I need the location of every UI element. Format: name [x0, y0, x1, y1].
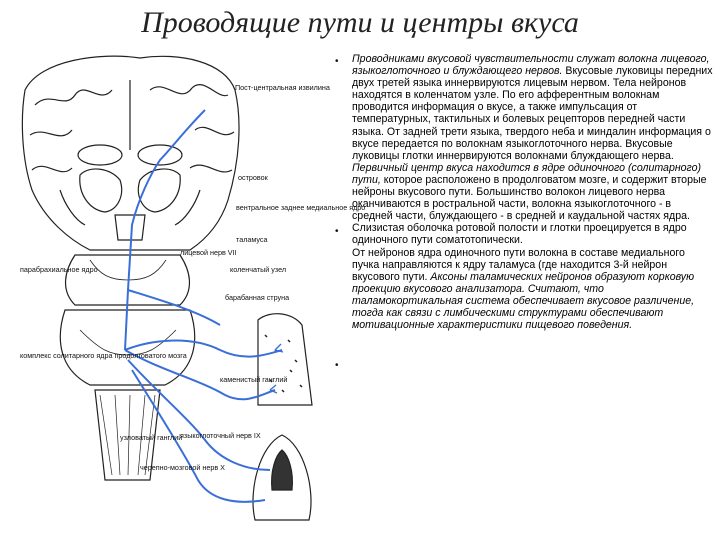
label-solitary-complex: комплекс солитарного ядра продолговатого мозга — [20, 351, 187, 360]
page-title: Проводящие пути и центры вкуса — [141, 6, 579, 39]
label-petrosal-ganglion: каменистый ганглий — [220, 375, 288, 384]
label-parabrachial-nucleus: парабрахиальное ядро — [20, 265, 98, 274]
label-facial-nerve: лицевой нерв VII — [180, 248, 237, 257]
label-chorda-tympani: барабанная струна — [225, 293, 290, 302]
paragraph-2-italic: Первичный центр вкуса находится в ядре одиночного (солитарного) пути, — [352, 161, 702, 186]
label-geniculate-ganglion: коленчатый узел — [230, 265, 287, 274]
paragraph-2 — [352, 162, 714, 247]
bullet-1: • — [335, 56, 339, 67]
label-glossopharyngeal-nerve: языкоглоточный нерв IX — [180, 431, 261, 440]
pharynx — [253, 435, 311, 520]
paragraph-1 — [352, 53, 714, 162]
bullet-2: • — [335, 226, 339, 237]
paragraph-3-italic: Аксоны таламических нейронов образуют корковую проекцию вкусового анализатора. Считают, что таламокортикальная система обеспечивает вкусовое различение, тогда как связи с лимбическими структурами обеспечивают мотивационные характеристики пищевого поведения. — [352, 270, 695, 332]
taste-pathway-illustration — [20, 50, 366, 525]
label-vpm-nucleus: вентральное заднее медиальное ядро — [236, 203, 366, 212]
tongue — [258, 314, 312, 405]
figure-labels — [20, 83, 365, 472]
label-vagus-nerve: черепно-мозговой нерв X — [140, 463, 225, 472]
brain-section — [22, 56, 239, 250]
label-nodose-ganglion: узловатый ганглий — [120, 433, 183, 442]
label-insula: островок — [238, 173, 268, 182]
label-thalamus: таламуса — [236, 235, 268, 244]
bullet-3: • — [335, 360, 339, 371]
paragraph-1-normal: Вкусовые луковицы передних двух третей языка иннервируются лицевым нервом. Тела нейронов находятся в коленчатом узле. По его афферентным волокнам проводится информация о вкусе, а также импульсация от температурных, тактильных и болевых рецепторов передней части языка. От задней трети языка, твердого неба и миндалин информация о вкусе передается по волокнам языкоглоточного нерва. Вкусовые луковицы глотки иннервируются волокнами блуждающего нерва. — [352, 65, 713, 162]
paragraph-3 — [352, 247, 714, 332]
paragraph-3-normal: От нейронов ядра одиночного пути волокна в составе медиального пучка направляются к ядру таламуса (где находится 3-й нейрон вкусового пути. — [352, 246, 685, 283]
label-postcentral-gyrus: Пост-центральная извилина — [235, 83, 330, 92]
paragraph-2-normal: которое расположено в продолговатом мозге, и содержит вторые нейроны вкусового пути. Большинство волокон лицевого нерва оканчиваются в ростральной части, волокна языкоглоточного - в средней части, блуждающего - в средней и каудальной частях ядра. Слизистая оболочка ротовой полости и глотки проецируется в ядро одиночного пути соматотопически. — [352, 173, 707, 247]
paragraph-1-italic: Проводниками вкусовой чувствительности служат волокна лицевого, языкоглоточного и блуждающего нервов. — [352, 53, 710, 78]
text-body — [352, 53, 714, 331]
